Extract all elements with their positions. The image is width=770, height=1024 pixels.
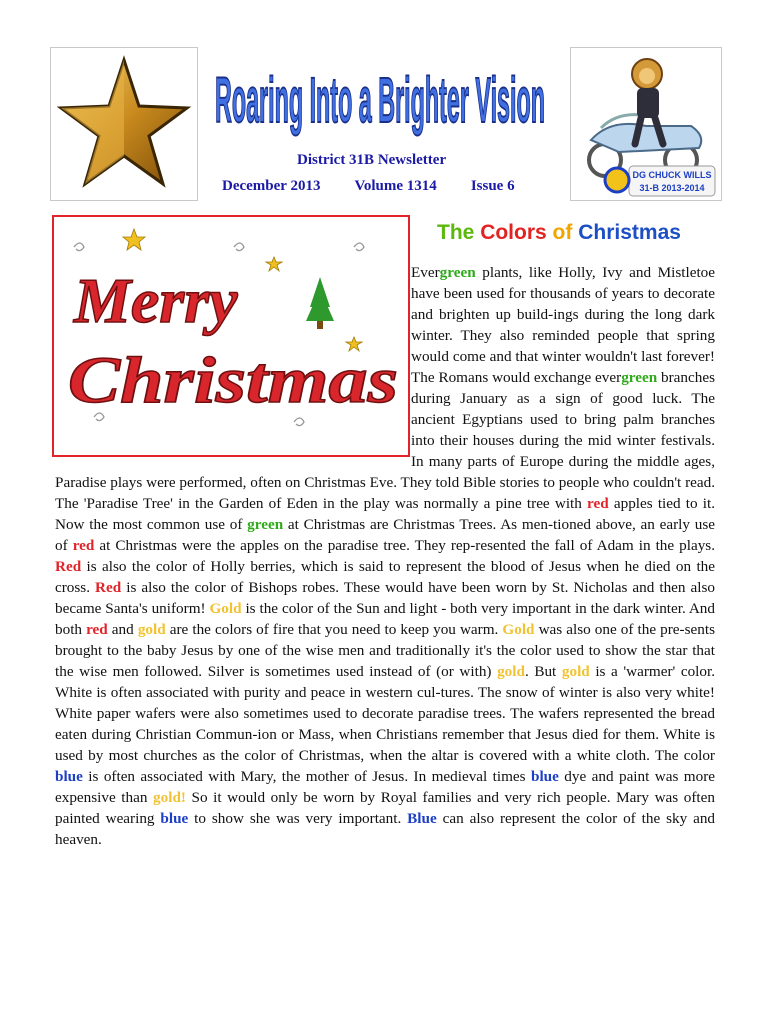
color-word: red (72, 537, 95, 554)
color-word: green (621, 369, 658, 386)
heading-word-christmas: Christmas (578, 221, 681, 244)
color-word: gold (497, 663, 525, 680)
heading-word-of: of (552, 221, 573, 244)
body-text-run: is also the color of Holly berries, which is said to represent the blood of Jesus when he died on the cross. (55, 558, 715, 596)
body-text-run: was also one of the pre-sents brought to the baby Jesus by one of the wise men and traditionally it's the color used to show the star that the wise men followed. Silver is sometimes used instead of (or with) (55, 621, 715, 680)
body-text-run: and (107, 621, 138, 638)
color-word: Red (95, 579, 122, 596)
svg-text:DG CHUCK WILLS: DG CHUCK WILLS (632, 170, 712, 180)
color-word: green (247, 516, 284, 533)
body-text-run: is the color of the Sun and light - both very important in the dark winter. And both (55, 600, 715, 638)
body-text-run: at Christmas were the apples on the paradise tree. They rep-resented the fall of Adam in the plays. (94, 537, 716, 554)
body-text-run: at Christmas are Christmas Trees. As men-tioned above, an early use of (55, 516, 715, 554)
color-word: blue (531, 768, 559, 785)
newsletter-district: District 31B Newsletter (297, 152, 447, 168)
body-text-run: is also the color of Bishops robes. These would have been worn by St. Nicholas and then also became Santa's uniform! (55, 579, 715, 617)
svg-text:Merry: Merry (74, 265, 238, 336)
body-text-run: Ever (411, 264, 440, 281)
star-image (50, 47, 198, 201)
color-word: Gold (209, 600, 242, 617)
body-text-run: can also represent the color of the sky and heaven. (55, 810, 716, 848)
svg-text:31-B 2013-2014: 31-B 2013-2014 (639, 183, 705, 193)
body-text-run: to show she was very important. (188, 810, 408, 827)
color-word: green (439, 264, 476, 281)
body-text-run: plants, like Holly, Ivy and Mistletoe have been used for thousands of years to decorate and brighten up build-ings during the long dark winter. They also reminded people that spring would come and that winter wouldn't last forever! The Romans would exchange ever (411, 264, 715, 386)
star-icon (51, 48, 197, 200)
body-text-run: . But (524, 663, 562, 680)
color-word: gold (561, 663, 590, 680)
color-word: blue (55, 768, 83, 785)
color-word: blue (160, 810, 189, 827)
body-text-run: are the colors of fire that you need to keep you warm. (165, 621, 503, 638)
svg-text:Roaring Into a Brighter Vision: Roaring Into a Brighter Vision (214, 65, 545, 137)
district-governor-badge (570, 47, 722, 201)
newsletter-meta (222, 178, 515, 195)
color-word: Gold (502, 621, 535, 638)
color-word: red (86, 621, 108, 638)
body-text-run: dye and paint was more expensive than (55, 768, 715, 806)
heading-word-the: The (437, 221, 475, 244)
svg-text:Christmas: Christmas (68, 344, 398, 417)
newsletter-title (210, 50, 550, 150)
color-word: red (587, 495, 609, 512)
color-word: Red (55, 558, 82, 575)
heading-word-colors: Colors (480, 221, 547, 244)
body-text-run: is a 'warmer' color. White is often associated with purity and peace in western cul-tures. The snow of winter is also very white! White paper wafers were also sometimes used to decorate paradise trees. The wafers represented the bread eaten during Christian Commun-ion or Mass, when Christians remember that Jesus died for them. White is used by most churches as the color of Christmas, when the altar is covered with a white cloth. The color (55, 663, 715, 764)
body-text-run: branches during January as a sign of good luck. The ancient Egyptians used to bring palm branches into their houses during the mid winter festivals. In many parts of Europe during the middle ages, Paradise plays were performed, often on Christmas Eve. They told Bible stories to people who couldn't read. The 'Paradise Tree' in the Garden of Eden in the play was normally a pine tree with (55, 369, 715, 512)
article-heading (437, 221, 681, 245)
issue-number: Issue 6 (470, 178, 515, 194)
body-text-run: apples tied to it. Now the most common use of (55, 495, 716, 533)
color-word: gold! (153, 789, 186, 806)
body-text-run: is often associated with Mary, the mother of Jesus. In medieval times (82, 768, 532, 785)
body-text-run: So it would only be worn by Royal families and very rich people. Mary was often painted wearing (55, 789, 715, 827)
color-word: Blue (407, 810, 437, 827)
article-body (55, 262, 715, 850)
issue-date: December 2013 (222, 178, 321, 194)
issue-volume: Volume 1314 (354, 178, 437, 194)
color-word: gold (137, 621, 166, 638)
